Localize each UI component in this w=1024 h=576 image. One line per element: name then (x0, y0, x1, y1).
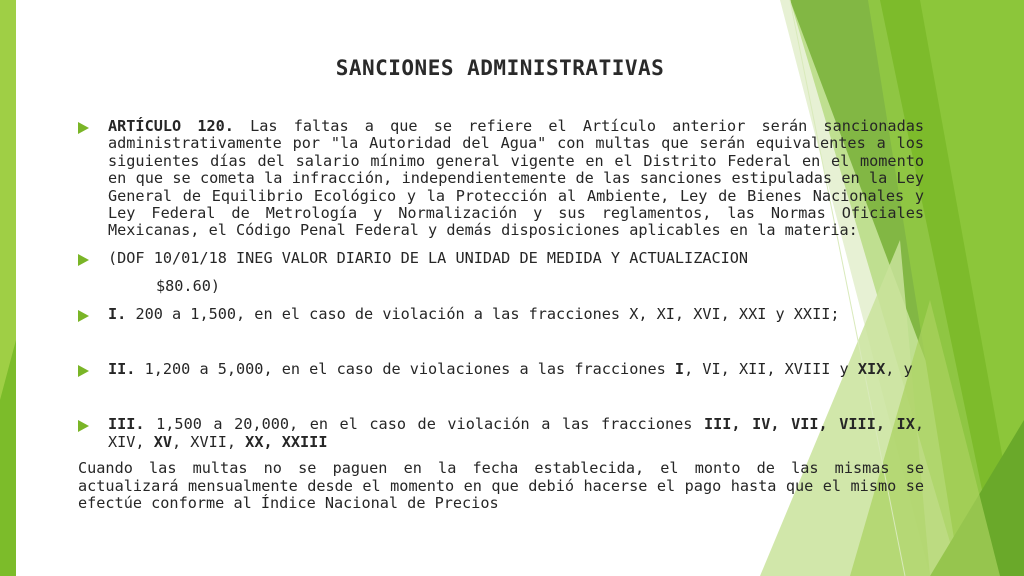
bullet-bold-text: XV (153, 432, 173, 451)
bullet-fraccion-i (78, 306, 924, 323)
bullet-text: , y (885, 360, 913, 379)
bullet-bold-text: XIX (857, 360, 886, 379)
bullet-arrow-icon (78, 254, 89, 266)
bullet-arrow-icon (78, 365, 89, 377)
bullet-bold-text: III, IV, VII, VIII, IX (703, 415, 915, 434)
bullet-fraccion-iii (78, 416, 924, 451)
bullet-text: 1,500 a 20,000, en el caso de violación a las fracciones (144, 415, 704, 434)
bullet-bold-text: XX, XXIII (245, 432, 328, 451)
bullet-dof-note (78, 250, 924, 296)
bullet-text: , XVII, (172, 432, 246, 451)
bullet-fraccion-ii (78, 361, 924, 378)
bullet-bold-text: I (674, 360, 685, 379)
bullet-text: 200 a 1,500, en el caso de violación a las fracciones X, XI, XVI, XXI y XXII; (126, 304, 840, 323)
bullet-arrow-icon (78, 122, 89, 134)
bullet-lead: I. (108, 304, 127, 323)
closing-paragraph: Cuando las multas no se paguen en la fecha establecida, el monto de las mismas se actualizará mensualmente desde el momento en que debió hacerse el pago hasta que el mismo se efectúe conforme al Índice Nacional de Precios (78, 459, 924, 513)
bullet-text: 1,200 a 5,000, en el caso de violaciones a las fracciones (135, 360, 675, 379)
bullet-arrow-icon (78, 310, 89, 322)
bullet-text: , XIV, (108, 415, 924, 451)
bullet-text-line2: $80.60) (156, 277, 221, 296)
bullet-lead: II. (108, 360, 136, 379)
bullet-text-line1: (DOF 10/01/18 INEG VALOR DIARIO DE LA UNIDAD DE MEDIDA Y ACTUALIZACION (108, 248, 749, 267)
bullet-text: Las faltas a que se refiere el Artículo anterior serán sancionadas administrativamente por "la Autoridad del Agua" con multas que serán equivalentes a los siguientes días del salario mínimo general vigente en el Distrito Federal en el momento en que se cometa la infracción, independientemente de las sanciones estipuladas en la Ley General de Equilibrio Ecológico y la Protección al Ambiente, Ley de Bienes Nacionales y Ley Federal de Metrología y Normalización y sus reglamentos, las Normas Oficiales Mexicanas, el Código Penal Federal y demás disposiciones aplicables en la materia: (108, 117, 925, 240)
slide-title: SANCIONES ADMINISTRATIVAS (335, 56, 665, 80)
bullet-arrow-icon (78, 420, 89, 432)
bullet-text: , VI, XII, XVIII y (684, 360, 858, 379)
bullet-lead: ARTÍCULO 120. (108, 117, 234, 135)
slide-content (78, 118, 924, 513)
bullet-articulo-120 (78, 118, 924, 240)
bullet-lead: III. (108, 415, 145, 434)
